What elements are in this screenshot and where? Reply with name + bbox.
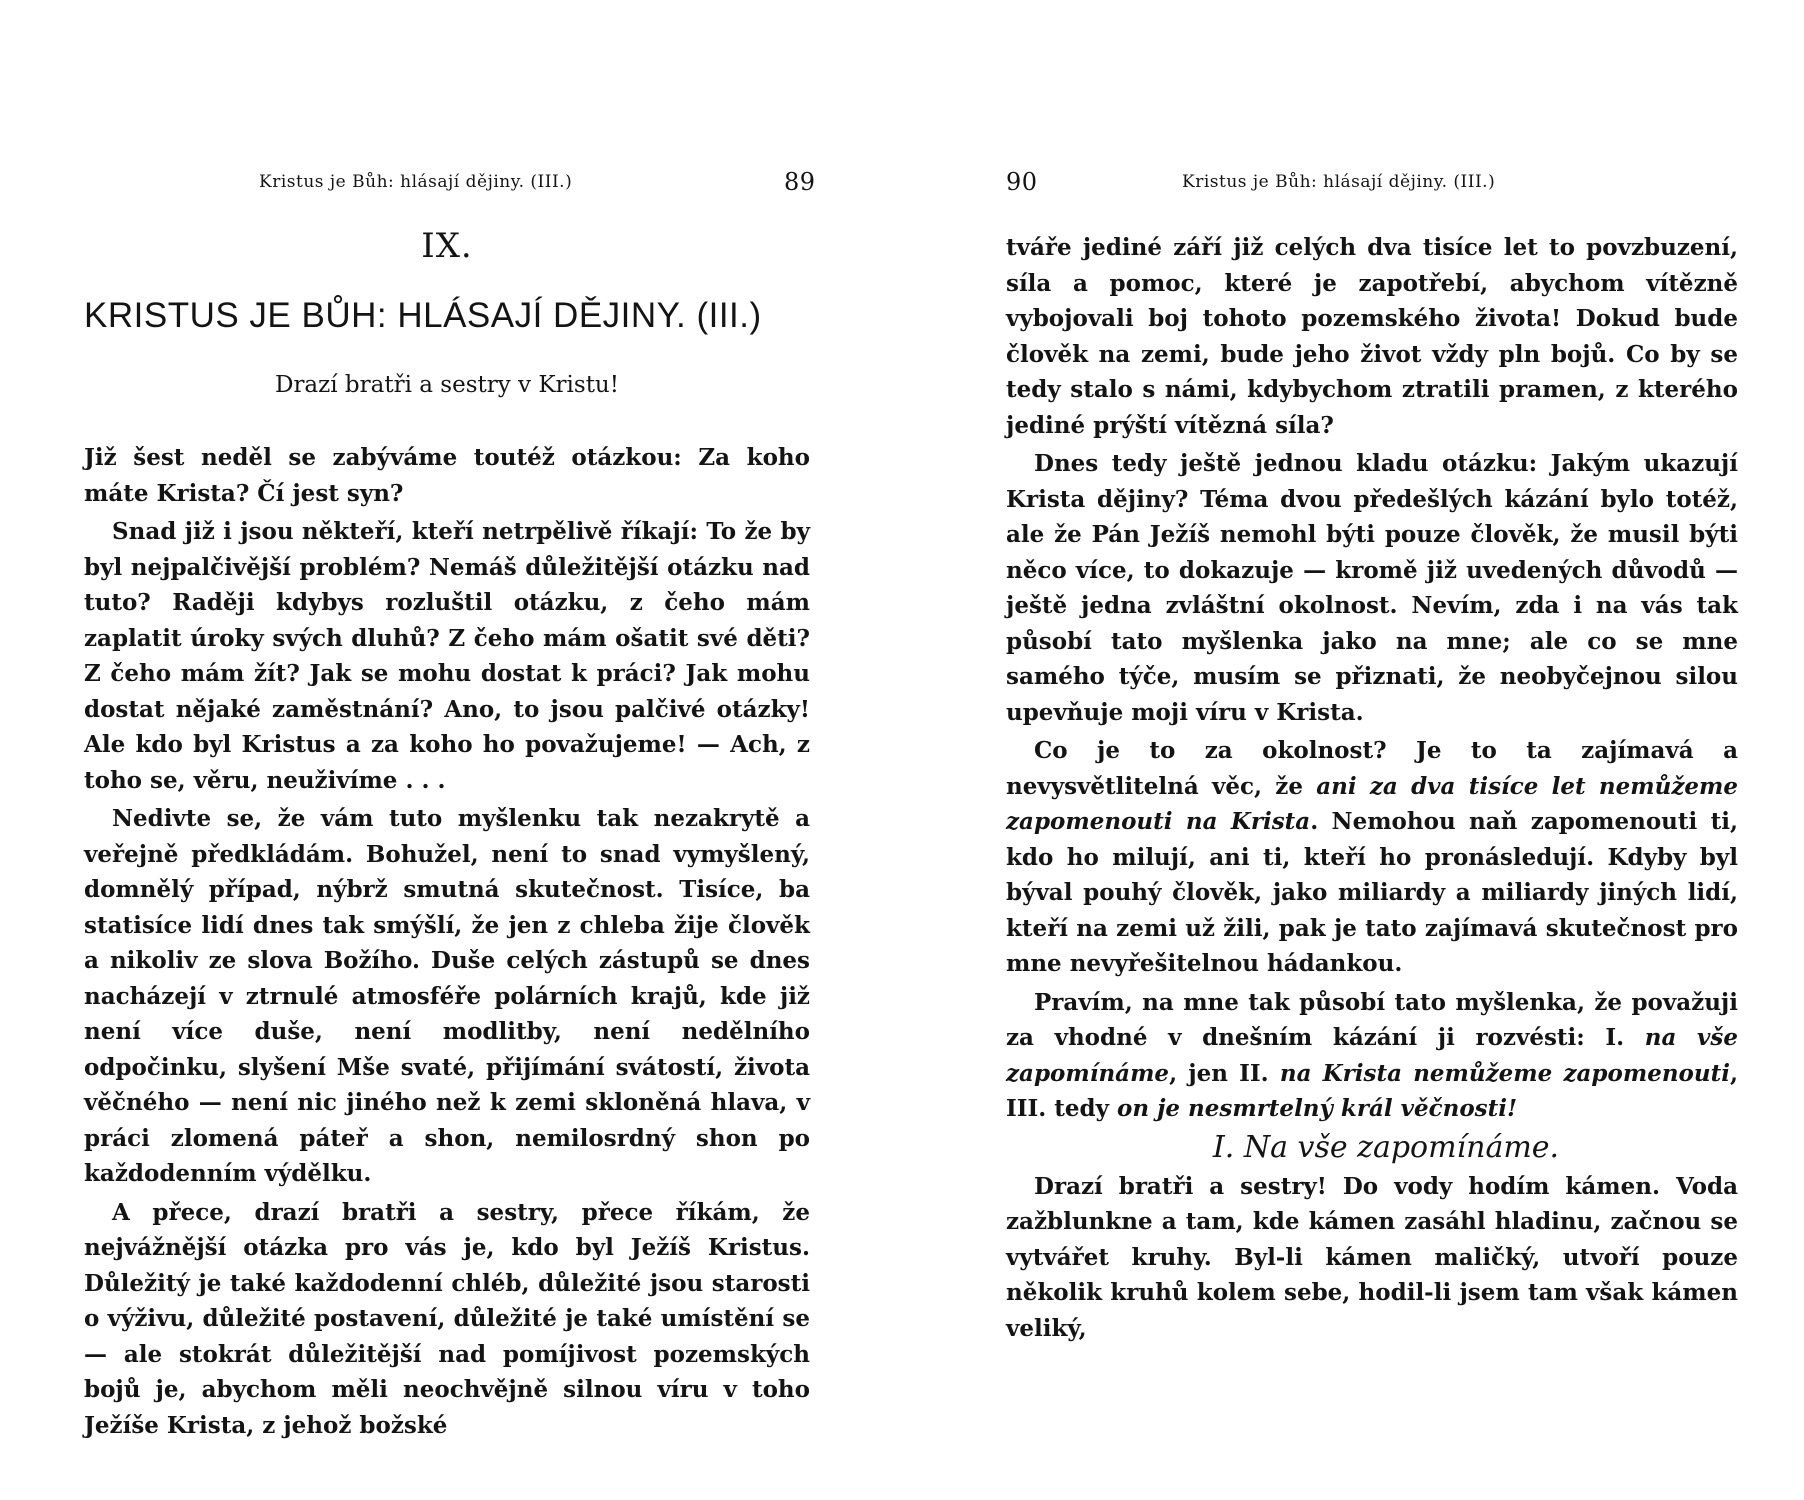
emphasis: on je nesmrtelný král věčnosti! — [1117, 1095, 1518, 1122]
paragraph: Drazí bratři a sestry! Do vody hodím kámen. Voda zažblunkne a tam, kde kámen zasáhl hladinu, začnou se vytvářet kruhy. Byl-li kámen maličký, utvoří pouze několik kruhů kolem sebe, hodil-li jsem tam však kámen veliký, — [1006, 1172, 1738, 1342]
running-head-title: Kristus je Bůh: hlásají dějiny. (III.) — [1182, 172, 1496, 192]
paragraph: Snad již i jsou někteří, kteří netrpělivě říkají: To že by byl nejpalčivější problém? Nemáš důležitější otázku nad tuto? Raději kdybys rozluštil otázku, z čeho mám zaplatit úroky svých dluhů? Z čeho mám ošatit své děti? Z čeho mám žít? Jak se mohu dostat k práci? Jak mohu dostat nějaké zaměstnání? Ano, to jsou palčivé otázky! Ale kdo byl Kristus a za koho ho považujeme! — Ach, z toho se, věru, neuživíme . . . — [84, 518, 810, 794]
right-page — [1006, 0, 1738, 1500]
text-run: , jen II. — [1169, 1059, 1280, 1087]
paragraph: tváře jediné září již celých dva tisíce let to povzbuzení, síla a pomoc, které je zapotřebí, abychom vítězně vybojovali boj tohoto pozemského života! Dokud bude člověk na zemi, bude jeho život vždy pln bojů. Co by se tedy stalo s námi, kdybychom ztratili pramen, z kterého jediné prýští vítězná síla? — [1006, 234, 1738, 439]
text-run: , III. tedy — [1006, 1059, 1738, 1122]
salutation: Drazí bratři a sestry v Kristu! — [275, 372, 619, 398]
text-run: Co je to za okolnost? Je to ta zajímavá a nevysvětlitelná věc, že — [1006, 737, 1738, 800]
text-run: Pravím, na mne tak působí tato myšlenka, že považuji za vhodné v dnešním kázání ji rozvésti: I. — [1006, 988, 1738, 1051]
page-number: 89 — [784, 168, 816, 196]
running-head-right — [1006, 168, 1738, 196]
paragraph: A přece, drazí bratři a sestry, přece říkám, že nejvážnější otázka pro vás je, kdo byl Ježíš Kristus. Důležitý je také každodenní chléb, důležité jsou starosti o výživu, důležité postavení, důležité je také umístění se — ale stokrát důležitější nad pomíjivost pozemských bojů je, abychom měli neochvějně silnou víru v toho Ježíše Krista, z jehož božské — [84, 1198, 810, 1439]
emphasis: na Krista nemůžeme zapomenouti — [1279, 1059, 1730, 1087]
text-run: . Nemohou naň zapomenouti ti, kdo ho milují, ani ti, kteří ho pronásledují. Kdyby byl býval pouhý člověk, jako miliardy a miliardy jiných lidí, kteří na zemi už žili, pak je tato zajímavá skutečnost pro mne nevyřešitelnou hádankou. — [1006, 808, 1738, 977]
emphasis: na vše zapomínáme — [1006, 1024, 1738, 1087]
left-page — [84, 0, 816, 1500]
paragraph — [1006, 733, 1738, 982]
emphasis: ani za dva tisíce let nemůžeme zapomenouti na Krista — [1006, 772, 1738, 835]
section-heading: I. Na vše zapomínáme. — [1212, 1129, 1560, 1165]
paragraph: Již šest neděl se zabýváme toutéž otázkou: Za koho máte Krista? Čí jest syn? — [84, 444, 810, 507]
chapter-title: KRISTUS JE BŮH: HLÁSAJÍ DĚJINY. (III.) — [84, 296, 762, 335]
running-head-left — [84, 168, 816, 196]
body-text-left — [84, 440, 810, 1446]
paragraph: Dnes tedy ještě jednou kladu otázku: Jakým ukazují Krista dějiny? Téma dvou předešlých kázání bylo totéž, ale že Pán Ježíš nemohl býti pouze člověk, že musil býti něco více, to dokazuje — kromě již uvedených důvodů — ještě jedna zvláštní okolnost. Nevím, zda i na vás tak působí tato myšlenka jako na mne; ale co se mne samého týče, musím se přiznati, že neobyčejnou silou upevňuje moji víru v Krista. — [1006, 450, 1738, 726]
chapter-number: IX. — [421, 226, 473, 266]
paragraph — [1006, 985, 1738, 1127]
paragraph: Nedivte se, že vám tuto myšlenku tak nezakrytě a veřejně předkládám. Bohužel, není to snad vymyšlený, domnělý případ, nýbrž smutná skutečnost. Tisíce, ba statisíce lidí dnes tak smýšlí, že jen z chleba žije člověk a nikoliv ze slova Božího. Duše celých zástupů se dnes nacházejí v ztrnulé atmosféře polárních krajů, kde již není více duše, není modlitby, není nedělního odpočinku, slyšení Mše svaté, přijímání svátostí, života věčného — není nic jiného než k zemi skloněná hlava, v práci zlomená páteř a shon, nemilosrdný shon po každodenním výdělku. — [84, 805, 810, 1187]
body-text-right — [1006, 230, 1738, 1349]
running-head-title: Kristus je Bůh: hlásají dějiny. (III.) — [259, 172, 573, 192]
page-number: 90 — [1006, 168, 1038, 196]
